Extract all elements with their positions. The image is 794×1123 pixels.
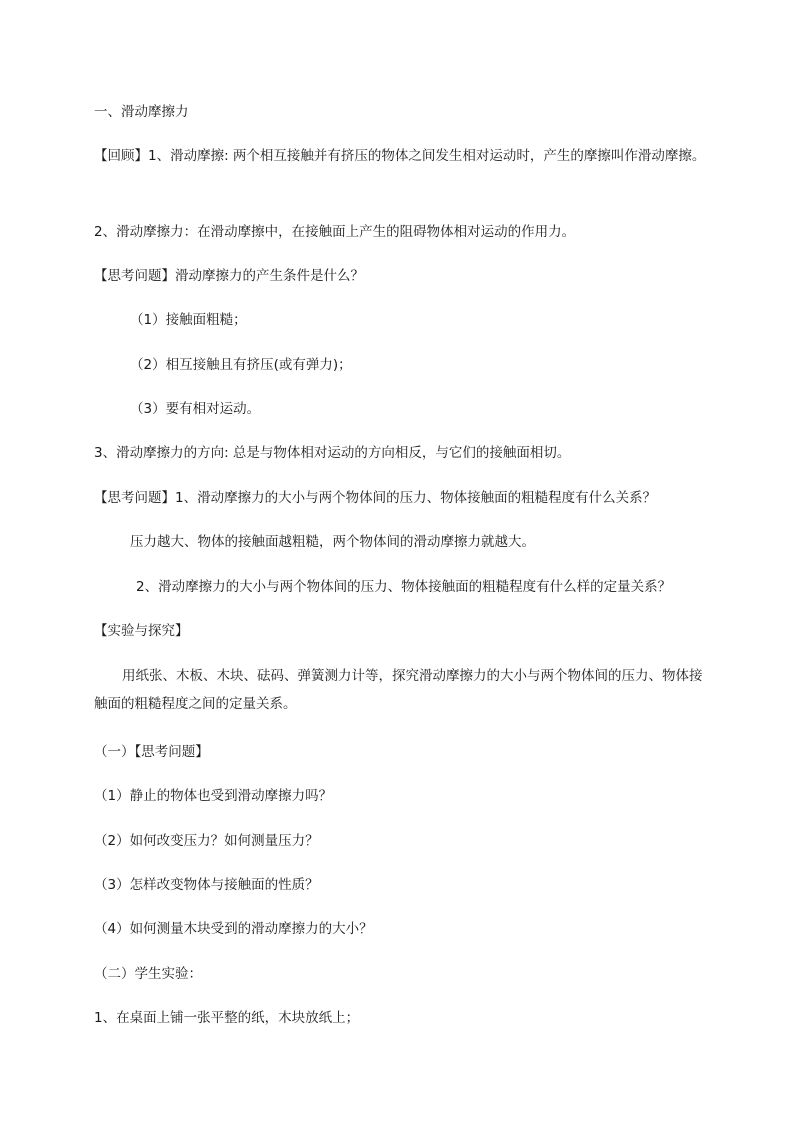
step-item: 1、在桌面上铺一张平整的纸，木块放纸上； [94,1010,360,1026]
experiment-heading: 【实验与探究】 [94,623,189,639]
question-item: （2）如何改变压力？如何测量压力？ [94,833,319,849]
condition-item: （3）要有相对运动。 [130,401,261,417]
question-heading: 【思考问题】滑动摩擦力的产生条件是什么？ [94,268,364,284]
question-paragraph: 【思考问题】1、滑动摩擦力的大小与两个物体间的压力、物体接触面的粗糙程度有什么关系？ [94,490,657,506]
review-paragraph: 【回顾】1、滑动摩擦: 两个相互接触并有挤压的物体之间发生相对运动时，产生的摩擦叫作滑动摩擦。 [94,148,706,164]
answer-paragraph: 压力越大、物体的接触面越粗糙，两个物体间的滑动摩擦力就越大。 [130,534,535,550]
question-item: （3）怎样改变物体与接触面的性质？ [94,877,319,893]
subsection-heading: （一）【思考问题】 [94,744,209,760]
subsection-heading: （二）学生实验： [94,966,202,982]
question-item: （1）静止的物体也受到滑动摩擦力吗？ [94,788,333,804]
question-paragraph: 2、滑动摩擦力的大小与两个物体间的压力、物体接触面的粗糙程度有什么样的定量关系？ [136,579,672,595]
condition-item: （2）相互接触且有挤压(或有弹力)； [130,357,352,373]
condition-item: （1）接触面粗糙； [130,312,247,328]
question-item: （4）如何测量木块受到的滑动摩擦力的大小？ [94,921,373,937]
direction-paragraph: 3、滑动摩擦力的方向: 总是与物体相对运动的方向相反，与它们的接触面相切。 [94,445,571,461]
definition-paragraph: 2、滑动摩擦力：在滑动摩擦中，在接触面上产生的阻碍物体相对运动的作用力。 [94,224,576,240]
experiment-paragraph: 用纸张、木板、木块、砝码、弹簧测力计等，探究滑动摩擦力的大小与两个物体间的压力、物体接触面的粗糙程度之间的定量关系。 [94,668,703,712]
section-heading: 一、滑动摩擦力 [94,104,189,120]
